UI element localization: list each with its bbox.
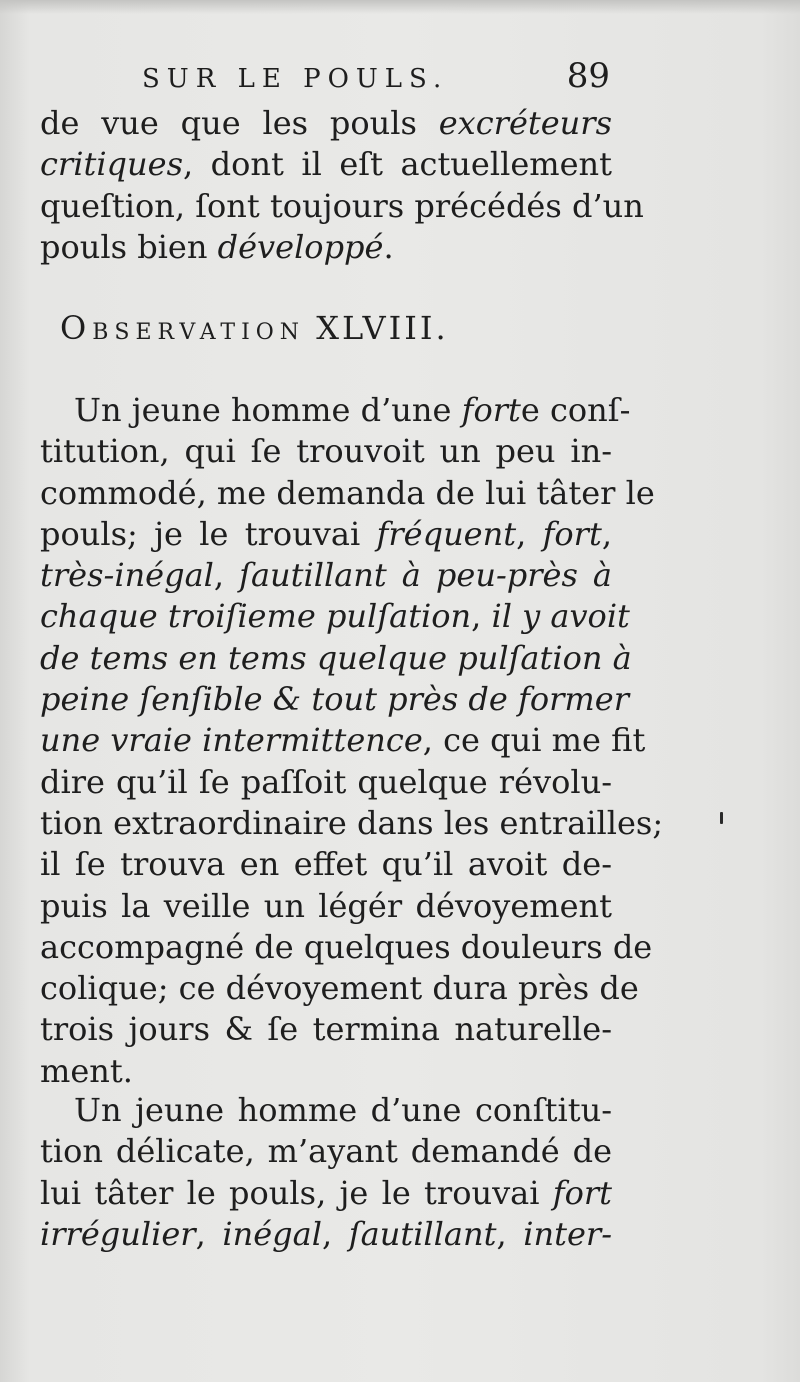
text-line: [40, 638, 632, 679]
page-number: 89: [566, 56, 610, 96]
text-line-content: trois jours & ſe termina naturelle-: [40, 1010, 612, 1049]
text-line: [40, 1173, 612, 1214]
text-line-content: dire qu’il ſe paſſoit quelque révolu-: [40, 762, 612, 801]
observation-paragraph: [40, 390, 664, 1092]
text-line-content: commodé, me demanda de lui tâter le: [40, 473, 655, 512]
text-line: [40, 473, 655, 514]
text-line: [40, 431, 612, 472]
text-line-content: très-inégal, ſautillant à peu-près à: [40, 556, 613, 595]
text-line: [40, 1214, 612, 1255]
text-line-content: accompagné de quelques douleurs de: [40, 927, 653, 966]
text-line-content: pouls bien développé.: [40, 227, 394, 266]
running-head: [40, 56, 612, 106]
text-line: [40, 227, 612, 268]
text-line: [40, 1051, 612, 1092]
heading-word: Observation: [60, 309, 306, 347]
text-line: [40, 720, 646, 761]
text-line-content: peine ſenſible & tout près de former: [40, 680, 629, 719]
text-line: [40, 1131, 612, 1172]
text-line: [40, 927, 653, 968]
text-line-content: lui tâter le pouls, je le trouvai fort: [40, 1173, 612, 1212]
text-line: [40, 390, 631, 431]
text-line: [40, 144, 612, 185]
text-line: [40, 514, 612, 555]
text-line: [40, 679, 629, 720]
ink-speck: [720, 812, 723, 824]
text-line: [40, 803, 664, 844]
second-case-paragraph: [40, 1090, 612, 1255]
text-line: [40, 844, 612, 885]
text-line-content: Un jeune homme d’une forte conſ-: [74, 391, 631, 429]
running-title: SUR LE POULS.: [142, 64, 449, 94]
text-line-content: chaque troiſieme pulſation, il y avoit: [40, 597, 630, 636]
text-line-content: il ſe trouva en effet qu’il avoit de-: [40, 845, 612, 884]
text-line: [40, 186, 644, 227]
text-line-content: Un jeune homme d’une conſtitu-: [74, 1091, 612, 1129]
text-line: [40, 103, 612, 144]
text-line-content: titution, qui ſe trouvoit un peu in-: [40, 432, 612, 471]
text-line: [40, 968, 639, 1009]
page-edge-shadow: [0, 0, 800, 14]
text-line-content: tion délicate, m’ayant demandé de: [40, 1132, 612, 1171]
observation-heading: [60, 302, 620, 354]
text-line-content: de vue que les pouls excréteurs: [40, 104, 612, 142]
text-line: [40, 1009, 612, 1050]
text-line-content: une vraie intermittence, ce qui me fit: [40, 721, 646, 760]
continuation-paragraph: [40, 103, 644, 268]
text-line-content: ment.: [40, 1051, 133, 1090]
text-line-content: pouls; je le trouvai fréquent, fort,: [40, 514, 612, 553]
text-line: [40, 596, 630, 637]
text-line-content: colique; ce dévoyement dura près de: [40, 969, 639, 1008]
text-line: [40, 1090, 612, 1131]
text-line-content: tion extraordinaire dans les entrailles;: [40, 803, 664, 842]
text-line-content: puis la veille un légér dévoyement: [40, 886, 612, 925]
text-line: [40, 886, 612, 927]
text-line-content: irrégulier, inégal, ſautillant, inter-: [40, 1214, 613, 1253]
text-line: [40, 762, 612, 803]
text-line: [40, 555, 612, 596]
text-line-content: critiques, dont il eſt actuellement: [40, 145, 612, 184]
text-line-content: de tems en tems quelque pulſation à: [40, 638, 632, 677]
text-line-content: queſtion, ſont toujours précédés d’un: [40, 186, 644, 225]
heading-numeral: XLVIII.: [316, 309, 449, 347]
